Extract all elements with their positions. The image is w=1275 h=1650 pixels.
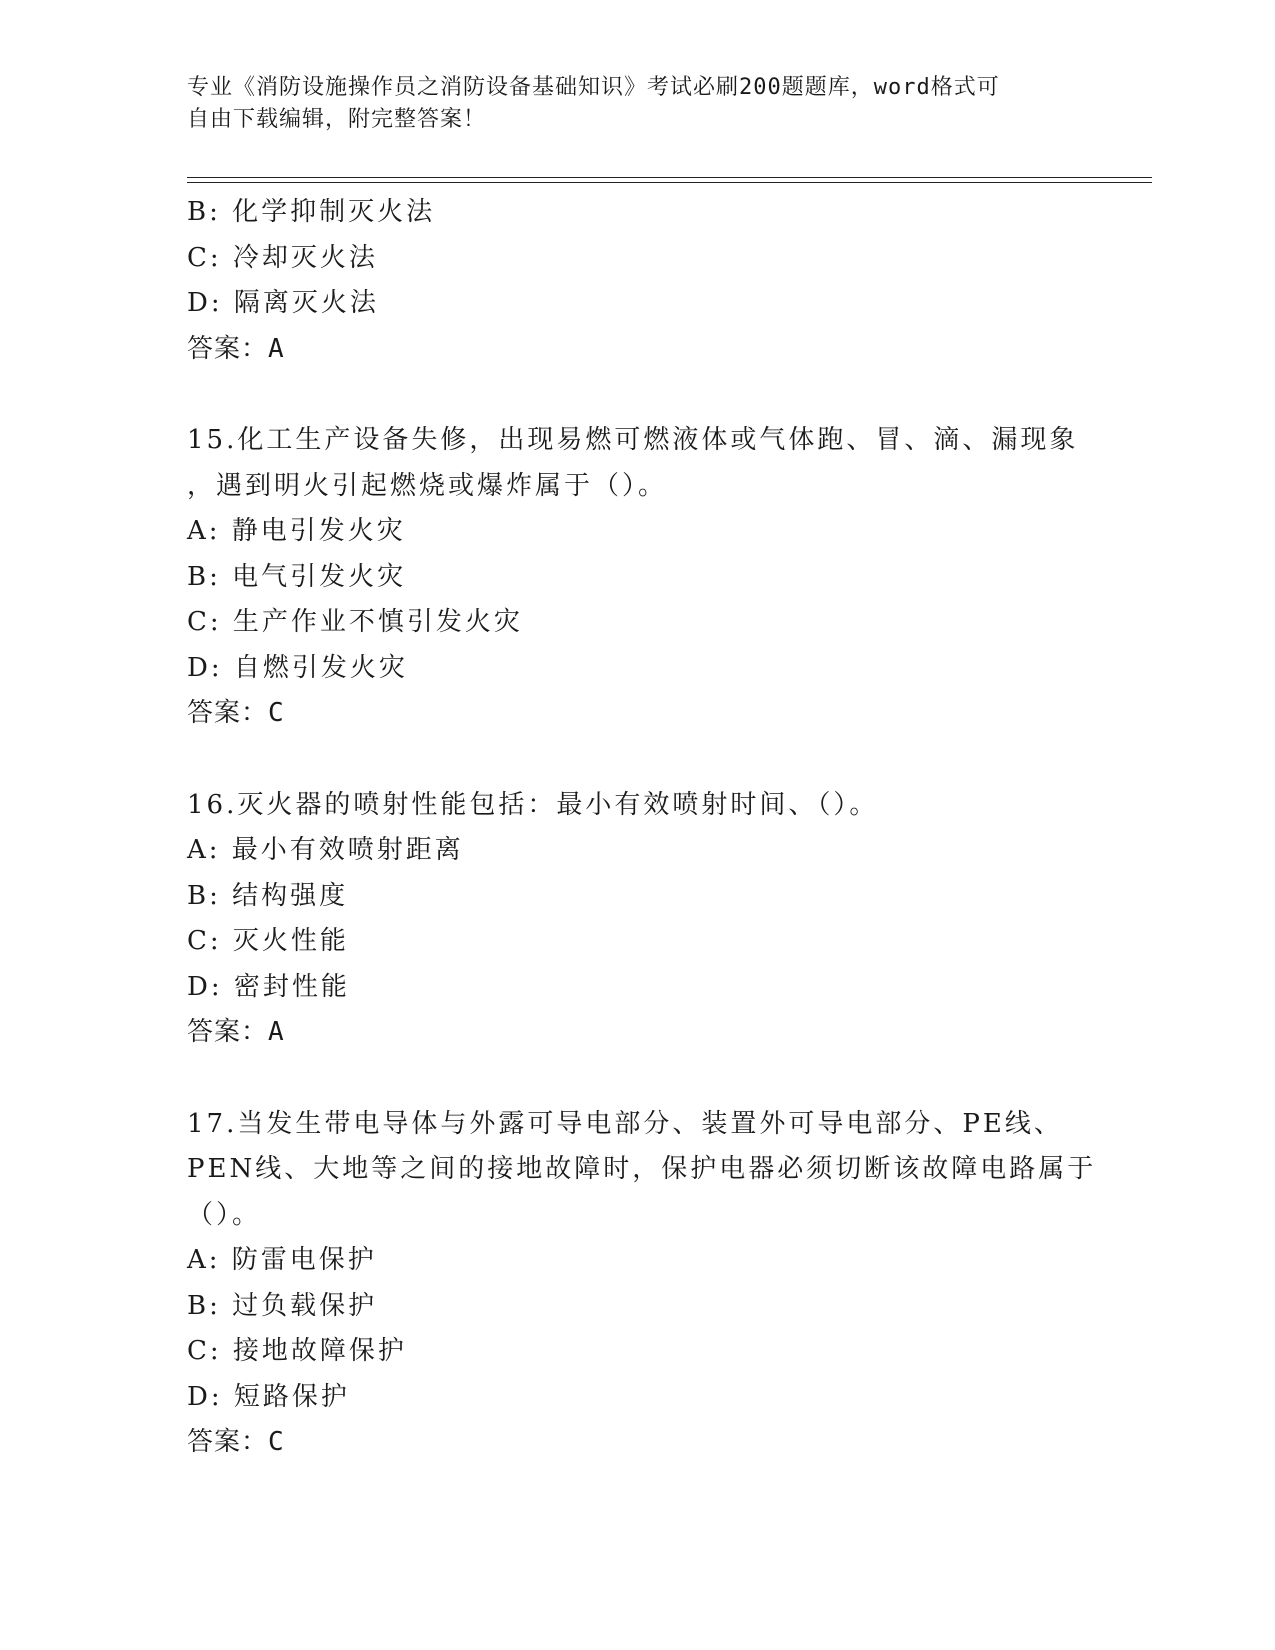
header-line-1: 专业《消防设施操作员之消防设备基础知识》考试必刷200题题库，word格式可 <box>187 75 1000 100</box>
option-d: D: 短路保护 <box>187 1381 350 1412</box>
answer-line: 答案：C <box>187 1427 285 1457</box>
option-a: A: 静电引发火灾 <box>187 516 406 546</box>
option-a: A: 最小有效喷射距离 <box>187 835 464 865</box>
question-stem: 16.灭火器的喷射性能包括：最小有效喷射时间、（）。 <box>187 789 879 820</box>
header-line-2: 自由下载编辑，附完整答案！ <box>187 107 487 132</box>
answer-line: 答案：A <box>187 1017 285 1047</box>
question-17-block <box>187 1102 1097 1466</box>
question-stem: 15.化工生产设备失修，出现易燃可燃液体或气体跑、冒、滴、漏现象 <box>187 425 1079 455</box>
prev-question-block <box>187 190 1087 372</box>
option-d: D: 密封性能 <box>187 971 350 1002</box>
option-b: B: 电气引发火灾 <box>187 561 407 592</box>
option-b: B: 化学抑制灭火法 <box>187 197 436 227</box>
option-d: D: 自燃引发火灾 <box>187 652 408 683</box>
option-b: B: 结构强度 <box>187 880 349 911</box>
question-16-block <box>187 783 1087 1056</box>
question-stem: ，遇到明火引起燃烧或爆炸属于（）。 <box>187 470 668 501</box>
document-header <box>187 72 1087 136</box>
question-content <box>187 190 1097 1466</box>
question-stem: PEN线、大地等之间的接地故障时，保护电器必须切断该故障电路属于 <box>187 1154 1097 1184</box>
question-15-block <box>187 418 1087 737</box>
option-c: C: 冷却灭火法 <box>187 242 378 273</box>
option-c: C: 灭火性能 <box>187 926 349 956</box>
option-a: A: 防雷电保护 <box>187 1245 377 1275</box>
option-c: C: 接地故障保护 <box>187 1336 407 1366</box>
option-d: D: 隔离灭火法 <box>187 288 379 318</box>
header-divider-top <box>187 177 1152 178</box>
question-stem: 17.当发生带电导体与外露可导电部分、装置外可导电部分、PE线、 <box>187 1108 1063 1139</box>
answer-line: 答案：C <box>187 698 285 728</box>
answer-line: 答案：A <box>187 333 285 364</box>
question-stem: （）。 <box>187 1199 262 1230</box>
option-b: B: 过负载保护 <box>187 1290 378 1321</box>
option-c: C: 生产作业不慎引发火灾 <box>187 607 523 637</box>
header-divider-bottom <box>187 182 1152 183</box>
